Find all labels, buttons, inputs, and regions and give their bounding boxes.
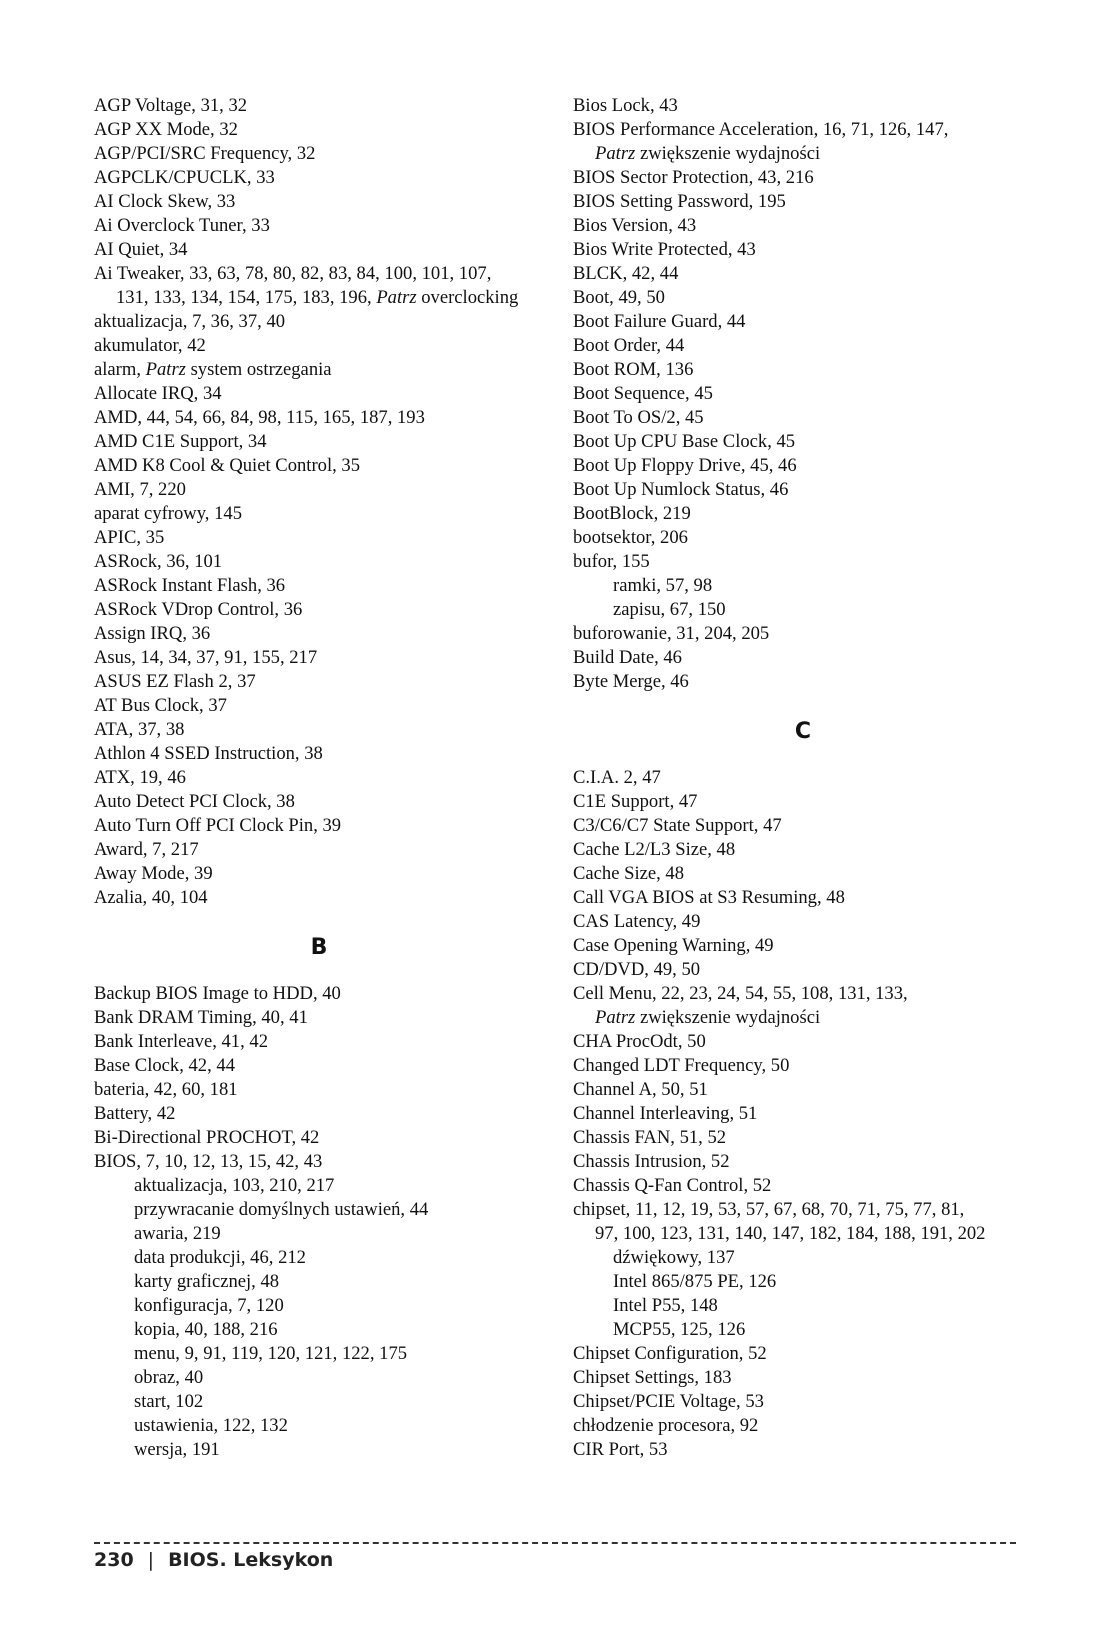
index-entry: Bank DRAM Timing, 40, 41	[94, 1007, 308, 1028]
index-entry: Cache L2/L3 Size, 48	[573, 839, 736, 860]
index-entry: Boot, 49, 50	[573, 287, 665, 308]
index-entry: Bios Write Protected, 43	[573, 239, 756, 260]
index-entry: BIOS Setting Password, 195	[573, 191, 786, 212]
index-entry: Boot Sequence, 45	[573, 383, 713, 404]
see-target: zwiększenie wydajności	[635, 143, 821, 164]
index-entry: buforowanie, 31, 204, 205	[573, 623, 770, 644]
index-entry: BootBlock, 219	[573, 503, 691, 524]
index-entry: Bank Interleave, 41, 42	[94, 1031, 268, 1052]
index-entry: ASUS EZ Flash 2, 37	[94, 671, 256, 692]
index-entry: Asus, 14, 34, 37, 91, 155, 217	[94, 647, 318, 668]
index-entry: AGP/PCI/SRC Frequency, 32	[94, 143, 316, 164]
index-entry: CAS Latency, 49	[573, 911, 701, 932]
index-subentry: start, 102	[134, 1391, 204, 1412]
index-entry: CIR Port, 53	[573, 1439, 668, 1460]
index-entry: Award, 7, 217	[94, 839, 199, 860]
index-entry: Chassis FAN, 51, 52	[573, 1127, 727, 1148]
index-entry: Boot To OS/2, 45	[573, 407, 704, 428]
index-subentry: konfiguracja, 7, 120	[134, 1295, 284, 1316]
index-entry: APIC, 35	[94, 527, 165, 548]
index-subentry: przywracanie domyślnych ustawień, 44	[134, 1199, 429, 1220]
index-entry: chłodzenie procesora, 92	[573, 1415, 759, 1436]
index-entry: AGP XX Mode, 32	[94, 119, 238, 140]
index-entry: AI Clock Skew, 33	[94, 191, 236, 212]
index-entry: Boot Order, 44	[573, 335, 685, 356]
index-entry: AMD C1E Support, 34	[94, 431, 267, 452]
index-subentry: aktualizacja, 103, 210, 217	[134, 1175, 335, 1196]
index-entry: ASRock, 36, 101	[94, 551, 223, 572]
index-entry: Chipset Configuration, 52	[573, 1343, 767, 1364]
entry-head: alarm,	[94, 359, 146, 380]
see-target: zwiększenie wydajności	[635, 1007, 821, 1028]
index-entry: Chipset Settings, 183	[573, 1367, 732, 1388]
index-entry: bufor, 155	[573, 551, 650, 572]
index-subentry: menu, 9, 91, 119, 120, 121, 122, 175	[134, 1343, 408, 1364]
index-entry: BIOS Performance Acceleration, 16, 71, 126, 147,	[573, 119, 949, 140]
index-entry	[94, 358, 544, 382]
see-target: overclocking	[416, 287, 519, 308]
index-entry: BIOS, 7, 10, 12, 13, 15, 42, 43	[94, 1151, 323, 1172]
index-entry: Azalia, 40, 104	[94, 887, 208, 908]
index-entry: aktualizacja, 7, 36, 37, 40	[94, 311, 286, 332]
see-reference: Patrz	[595, 143, 636, 164]
index-subentry: dźwiękowy, 137	[613, 1247, 735, 1268]
index-entry: Allocate IRQ, 34	[94, 383, 222, 404]
index-entry: CHA ProcOdt, 50	[573, 1031, 706, 1052]
index-entry: Changed LDT Frequency, 50	[573, 1055, 790, 1076]
index-entry: BLCK, 42, 44	[573, 263, 679, 284]
index-entry: AGP Voltage, 31, 32	[94, 95, 248, 116]
index-entry: AGPCLK/CPUCLK, 33	[94, 167, 275, 188]
index-entry: AMD K8 Cool & Quiet Control, 35	[94, 455, 360, 476]
index-entry: Chassis Q-Fan Control, 52	[573, 1175, 772, 1196]
index-entry: Chipset/PCIE Voltage, 53	[573, 1391, 764, 1412]
index-entry: AMI, 7, 220	[94, 479, 186, 500]
index-entry: akumulator, 42	[94, 335, 206, 356]
footer-separator: |	[147, 1549, 155, 1571]
page-footer	[94, 1549, 333, 1571]
see-reference: Patrz	[595, 1007, 636, 1028]
index-entry-continuation	[573, 1006, 1033, 1030]
index-entry: Base Clock, 42, 44	[94, 1055, 235, 1076]
index-entry: Bios Lock, 43	[573, 95, 678, 116]
index-entry: Call VGA BIOS at S3 Resuming, 48	[573, 887, 845, 908]
index-entry: Assign IRQ, 36	[94, 623, 211, 644]
index-entry: Boot Up CPU Base Clock, 45	[573, 431, 796, 452]
index-entry: bateria, 42, 60, 181	[94, 1079, 238, 1100]
see-reference: Patrz	[376, 287, 417, 308]
index-subentry: wersja, 191	[134, 1439, 220, 1460]
index-entry: C3/C6/C7 State Support, 47	[573, 815, 782, 836]
index-entry: aparat cyfrowy, 145	[94, 503, 242, 524]
index-entry: Case Opening Warning, 49	[573, 935, 774, 956]
index-entry: ATX, 19, 46	[94, 767, 186, 788]
index-column-left	[94, 94, 544, 1462]
index-entry: BIOS Sector Protection, 43, 216	[573, 167, 814, 188]
footer-rule	[94, 1542, 1016, 1544]
index-entry: Bios Version, 43	[573, 215, 697, 236]
index-entry: Bi-Directional PROCHOT, 42	[94, 1127, 320, 1148]
index-entry: AI Quiet, 34	[94, 239, 188, 260]
index-entry: Chassis Intrusion, 52	[573, 1151, 730, 1172]
index-subentry: karty graficznej, 48	[134, 1271, 280, 1292]
index-subentry: obraz, 40	[134, 1367, 204, 1388]
index-entry: Cache Size, 48	[573, 863, 685, 884]
index-entry: AT Bus Clock, 37	[94, 695, 227, 716]
index-entry: Battery, 42	[94, 1103, 176, 1124]
index-entry: Boot Failure Guard, 44	[573, 311, 746, 332]
index-subentry: ramki, 57, 98	[613, 575, 713, 596]
index-entry: Build Date, 46	[573, 647, 682, 668]
index-entry: Cell Menu, 22, 23, 24, 54, 55, 108, 131, 133,	[573, 983, 908, 1004]
index-entry: CD/DVD, 49, 50	[573, 959, 701, 980]
index-entry: ASRock VDrop Control, 36	[94, 599, 303, 620]
index-subentry: Intel P55, 148	[613, 1295, 718, 1316]
index-subentry: Intel 865/875 PE, 126	[613, 1271, 777, 1292]
index-entry-continuation	[573, 142, 1033, 166]
index-entry: ATA, 37, 38	[94, 719, 185, 740]
index-entry: Athlon 4 SSED Instruction, 38	[94, 743, 323, 764]
index-entry: Byte Merge, 46	[573, 671, 689, 692]
index-entry: Ai Tweaker, 33, 63, 78, 80, 82, 83, 84, 100, 101, 107,	[94, 263, 492, 284]
index-subentry: data produkcji, 46, 212	[134, 1247, 306, 1268]
index-entry: Boot Up Floppy Drive, 45, 46	[573, 455, 797, 476]
index-entry: Channel A, 50, 51	[573, 1079, 708, 1100]
index-entry: Boot Up Numlock Status, 46	[573, 479, 789, 500]
index-entry: Ai Overclock Tuner, 33	[94, 215, 270, 236]
index-entry: C1E Support, 47	[573, 791, 698, 812]
index-subentry: zapisu, 67, 150	[613, 599, 726, 620]
see-target: system ostrzegania	[185, 359, 332, 380]
section-heading-c: C	[794, 719, 812, 744]
section-heading-b: B	[310, 935, 328, 960]
index-subentry: awaria, 219	[134, 1223, 221, 1244]
index-entry: Away Mode, 39	[94, 863, 213, 884]
index-entry-continuation	[94, 286, 544, 310]
index-entry: chipset, 11, 12, 19, 53, 57, 67, 68, 70, 71, 75, 77, 81,	[573, 1199, 965, 1220]
index-entry: bootsektor, 206	[573, 527, 688, 548]
index-entry: Boot ROM, 136	[573, 359, 694, 380]
index-entry: Auto Detect PCI Clock, 38	[94, 791, 295, 812]
index-subentry: kopia, 40, 188, 216	[134, 1319, 278, 1340]
index-subentry: ustawienia, 122, 132	[134, 1415, 288, 1436]
book-title: BIOS. Leksykon	[168, 1549, 334, 1571]
index-column-right	[573, 94, 1033, 1462]
entry-head: 131, 133, 134, 154, 175, 183, 196,	[116, 287, 377, 308]
index-subentry: MCP55, 125, 126	[613, 1319, 746, 1340]
index-entry: Channel Interleaving, 51	[573, 1103, 758, 1124]
index-entry: ASRock Instant Flash, 36	[94, 575, 286, 596]
index-entry: Backup BIOS Image to HDD, 40	[94, 983, 341, 1004]
see-reference: Patrz	[145, 359, 186, 380]
index-entry-continuation: 97, 100, 123, 131, 140, 147, 182, 184, 188, 191, 202	[595, 1223, 986, 1244]
index-entry: Auto Turn Off PCI Clock Pin, 39	[94, 815, 342, 836]
index-entry: C.I.A. 2, 47	[573, 767, 661, 788]
page-number: 230	[94, 1549, 134, 1571]
index-entry: AMD, 44, 54, 66, 84, 98, 115, 165, 187, 193	[94, 407, 425, 428]
